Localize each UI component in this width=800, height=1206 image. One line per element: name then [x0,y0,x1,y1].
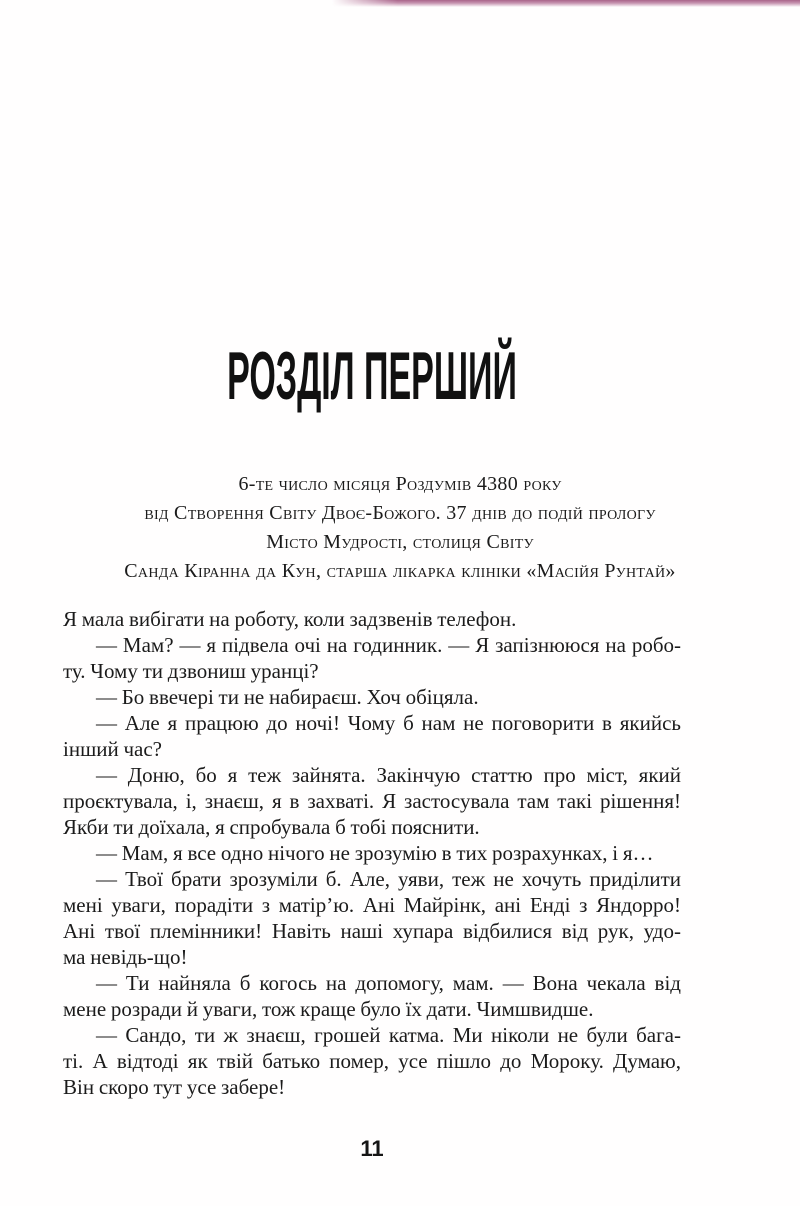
paragraph [63,762,681,840]
text-line: ма невідь-що! [63,945,188,969]
text-line: мені уваги, порадіти з матір’ю. Ані Майрінк, ані Енді з Яндорро! [63,893,681,917]
text-line: Він скоро тут усе забере! [63,1075,286,1099]
text-line: — Сандо, ти ж знаєш, грошей катма. Ми ніколи не були бага- [96,1023,681,1047]
paragraph [63,840,681,866]
chapter-heading: РОЗДІЛ ПЕРШИЙ [227,338,517,414]
epigraph-line: Санда Кіранна да Кун, старша лікарка клініки «Масійя Рунтай» [124,560,676,582]
text-line: ті. А відтоді як твій батько помер, усе пішло до Мороку. Думаю, [63,1049,681,1073]
text-line: — Бо ввечері ти не набираєш. Хоч обіцяла. [96,685,479,709]
text-line: — Ти найняла б когось на допомогу, мам. — Вона чекала від [96,971,681,995]
paragraph [63,866,681,970]
text-line: проєктувала, і, знаєш, я в захваті. Я застосувала там такі рішення! [63,789,681,813]
text-line: Якби ти доїхала, я спробувала б тобі пояснити. [63,815,480,839]
epigraph-block [0,470,800,586]
text-line: — Але я працюю до ночі! Чому б нам не поговорити в якийсь [96,711,681,735]
text-line: інший час? [63,737,162,761]
text-line: ту. Чому ти дзвониш уранці? [63,659,319,683]
epigraph-line: 6-те число місяця Роздумів 4380 року [238,473,562,495]
text-line: — Твої брати зрозуміли б. Але, уяви, теж не хочуть приділити [96,867,681,891]
paragraph [63,606,681,632]
paragraph [63,684,681,710]
text-line: Я мала вибігати на роботу, коли задзвенів телефон. [63,607,517,631]
epigraph-line: Місто Мудрості, столиця Світу [266,531,534,553]
paragraph [63,632,681,684]
page-number: 11 [360,1136,384,1161]
paragraph [63,970,681,1022]
paragraph [63,1022,681,1100]
text-line: Ані твої племінники! Навіть наші хупара відбилися від рук, удо- [63,919,681,943]
cover-edge-accent [332,0,800,7]
text-line: мене розради й уваги, тож краще було їх дати. Чимшвидше. [63,997,594,1021]
text-line: — Доню, бо я теж зайнята. Закінчую статтю про міст, який [96,763,681,787]
text-line: — Мам, я все одно нічого не зрозумію в тих розрахунках, і я… [96,841,654,865]
paragraph [63,710,681,762]
epigraph-line: від Створення Світу Двоє-Божого. 37 днів до подій прологу [144,502,656,524]
body-text [63,606,681,1100]
text-line: — Мам? — я підвела очі на годинник. — Я запізнююся на робо- [96,633,681,657]
